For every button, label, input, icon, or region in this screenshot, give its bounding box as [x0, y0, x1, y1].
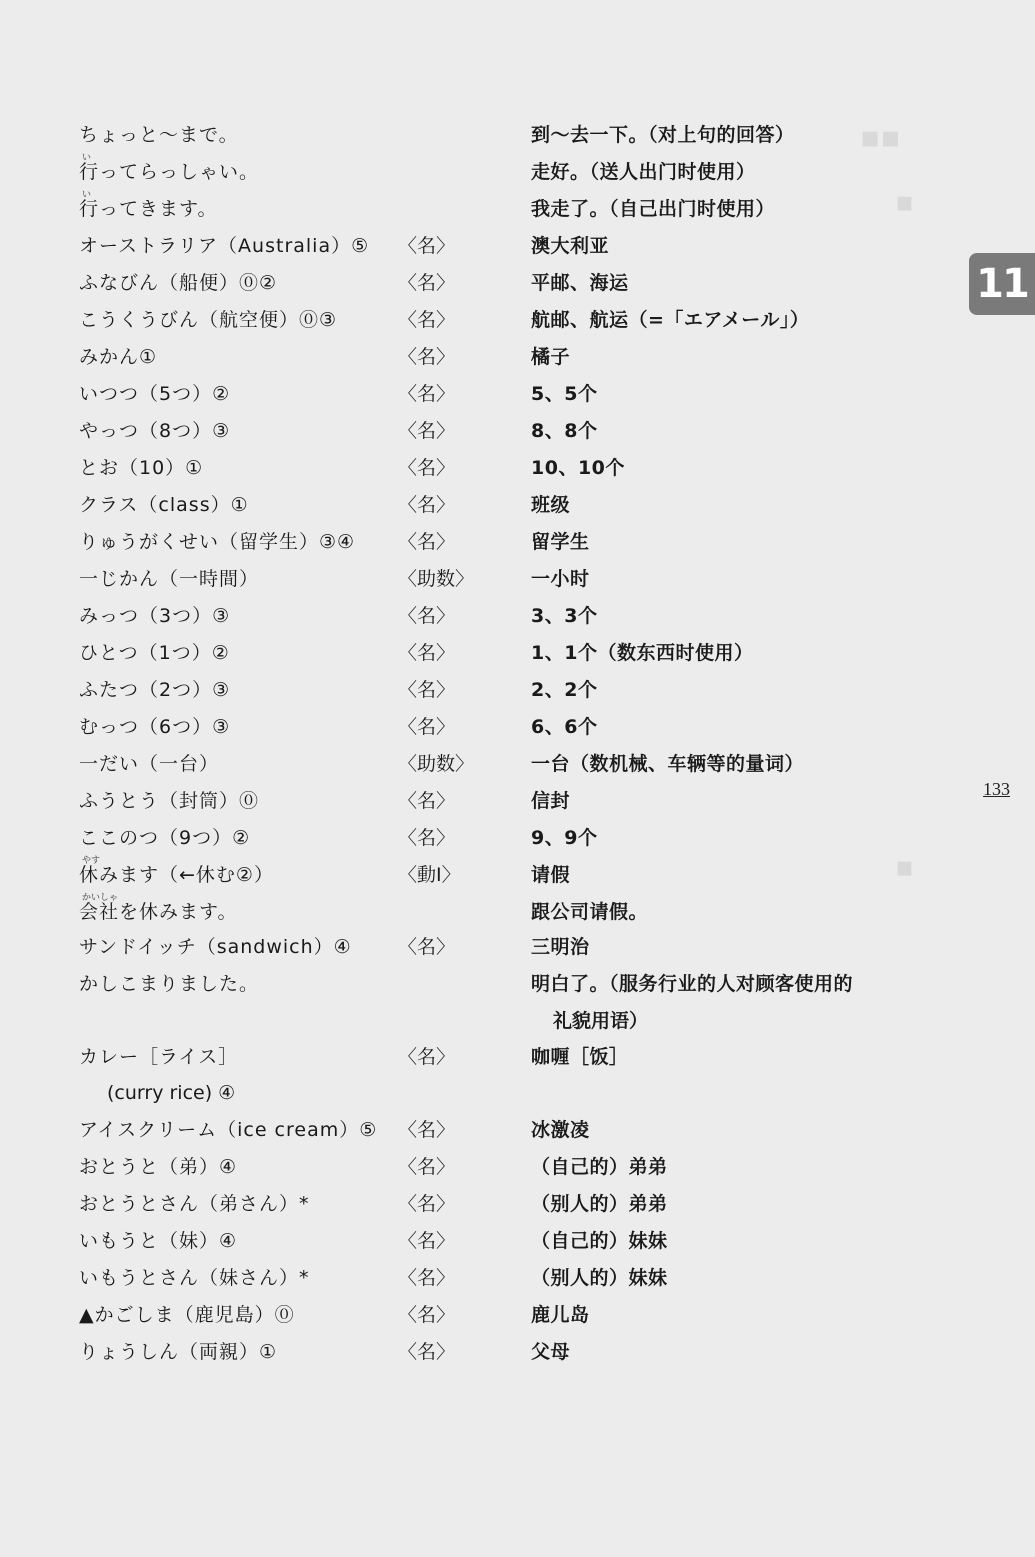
vocab-entry: [0, 1154, 1035, 1190]
part-of-speech: 〈名〉: [398, 1193, 456, 1215]
vocab-entry: [0, 1339, 1035, 1375]
vocab-meaning: 3、3个: [531, 605, 598, 627]
vocab-entry: [0, 714, 1035, 750]
vocab-entry: [0, 1228, 1035, 1264]
vocab-word: 一だい（一台）: [79, 753, 220, 775]
vocab-word: ▲かごしま（鹿児島）⓪: [79, 1304, 295, 1326]
vocab-meaning: 6、6个: [531, 716, 598, 738]
vocab-entry: [0, 1117, 1035, 1153]
vocab-word: カレー［ライス］: [79, 1046, 239, 1068]
vocab-word: 行ってきます。: [79, 198, 218, 220]
vocab-meaning: 10、10个: [531, 457, 625, 479]
vocab-word: おとうとさん（弟さん）*: [79, 1193, 310, 1215]
vocab-entry: [0, 455, 1035, 491]
part-of-speech: 〈名〉: [398, 790, 456, 812]
vocab-entry: [0, 640, 1035, 676]
vocab-entry: [0, 971, 1035, 1032]
part-of-speech: 〈名〉: [398, 642, 456, 664]
part-of-speech: 〈名〉: [398, 679, 456, 701]
furigana: い: [82, 190, 92, 200]
vocab-entry: [0, 603, 1035, 639]
part-of-speech: 〈名〉: [398, 1046, 456, 1068]
part-of-speech: 〈名〉: [398, 383, 456, 405]
vocab-meaning: 我走了。（自己出门时使用）: [531, 198, 776, 220]
vocab-word: みかん①: [79, 346, 158, 368]
vocab-meaning: 留学生: [531, 531, 590, 553]
vocab-word: ちょっと〜まで。: [79, 124, 239, 146]
vocab-word: いもうと（妹）④: [79, 1230, 238, 1252]
vocab-entry: [0, 344, 1035, 380]
vocab-meaning: 航邮、航运（=「エアメール」）: [531, 309, 810, 331]
vocab-meaning: 父母: [531, 1341, 571, 1363]
part-of-speech: 〈動Ⅰ〉: [398, 864, 461, 886]
vocab-word: 行ってらっしゃい。: [79, 161, 260, 183]
furigana: い: [82, 153, 92, 163]
vocab-meaning: 一台（数机械、车辆等的量词）: [531, 753, 805, 775]
vocab-word: ふうとう（封筒）⓪: [79, 790, 260, 812]
vocab-meaning: 8、8个: [531, 420, 598, 442]
vocab-meaning: 咖喱［饭］: [531, 1046, 629, 1068]
page-number: 133: [983, 779, 1010, 799]
vocab-word: おとうと（弟）④: [79, 1156, 238, 1178]
part-of-speech: 〈名〉: [398, 235, 456, 257]
vocab-entry: [0, 529, 1035, 565]
vocab-entry: [0, 751, 1035, 787]
vocab-word: アイスクリーム（ice cream）⑤: [79, 1119, 378, 1141]
vocab-word: 休みます（←休む②）: [79, 864, 274, 886]
vocab-word: サンドイッチ（sandwich）④: [79, 936, 352, 958]
vocab-meaning: 走好。（送人出门时使用）: [531, 161, 756, 183]
vocab-meaning: 三明治: [531, 936, 590, 958]
vocab-meaning: 橘子: [531, 346, 571, 368]
part-of-speech: 〈名〉: [398, 936, 456, 958]
vocab-meaning: 鹿儿岛: [531, 1304, 590, 1326]
vocab-entry: [0, 233, 1035, 269]
vocab-entry: [0, 856, 1035, 898]
vocab-word: ふなびん（船便）⓪②: [79, 272, 278, 294]
vocab-meaning: 平邮、海运: [531, 272, 629, 294]
vocab-meaning: 5、5个: [531, 383, 598, 405]
vocab-meaning: 9、9个: [531, 827, 598, 849]
vocab-entry: [0, 1191, 1035, 1227]
vocab-entry: [0, 153, 1035, 195]
show-through-decoration: ▪▪: [860, 120, 901, 155]
vocab-word: ひとつ（1つ）②: [79, 642, 230, 664]
vocab-word: みっつ（3つ）③: [79, 605, 231, 627]
vocab-meaning: 到〜去一下。（对上句的回答）: [531, 124, 795, 146]
vocab-word: かしこまりました。: [79, 973, 260, 995]
vocab-word: クラス（class）①: [79, 494, 249, 516]
vocab-word: やっつ（8つ）③: [79, 420, 231, 442]
chapter-tab[interactable]: 11: [969, 253, 1035, 315]
part-of-speech: 〈名〉: [398, 1267, 456, 1289]
vocab-word-continuation: (curry rice) ④: [107, 1082, 236, 1104]
vocab-meaning: 澳大利亚: [531, 235, 610, 257]
vocab-entry: [0, 1265, 1035, 1301]
part-of-speech: 〈名〉: [398, 420, 456, 442]
vocab-entry: [0, 270, 1035, 306]
furigana: かいしゃ: [82, 893, 119, 903]
vocab-word: むっつ（6つ）③: [79, 716, 231, 738]
vocab-meaning: 班级: [531, 494, 571, 516]
part-of-speech: 〈助数〉: [398, 568, 475, 590]
vocab-entry: [0, 492, 1035, 528]
vocab-word: いもうとさん（妹さん）*: [79, 1267, 310, 1289]
vocab-meaning-continuation: 礼貌用语）: [553, 1010, 649, 1032]
vocab-meaning: （别人的）弟弟: [531, 1193, 668, 1215]
show-through-decoration: ▪: [895, 185, 914, 218]
part-of-speech: 〈名〉: [398, 494, 456, 516]
vocab-entry: [0, 934, 1035, 970]
vocab-meaning: 2、2个: [531, 679, 598, 701]
vocab-word: 一じかん（一時間）: [79, 568, 260, 590]
vocab-word: 会社を休みます。: [79, 901, 238, 923]
part-of-speech: 〈名〉: [398, 605, 456, 627]
vocab-entry: [0, 788, 1035, 824]
vocab-entry: [0, 381, 1035, 417]
vocab-meaning: 信封: [531, 790, 571, 812]
part-of-speech: 〈名〉: [398, 1119, 456, 1141]
part-of-speech: 〈名〉: [398, 716, 456, 738]
vocab-word: こうくうびん（航空便）⓪③: [79, 309, 338, 331]
vocab-word: ふたつ（2つ）③: [79, 679, 231, 701]
part-of-speech: 〈名〉: [398, 1304, 456, 1326]
vocab-entry: [0, 307, 1035, 343]
vocab-word: とお（10）①: [79, 457, 204, 479]
vocab-entry: [0, 893, 1035, 935]
vocab-meaning: 一小时: [531, 568, 590, 590]
vocab-word: ここのつ（9つ）②: [79, 827, 251, 849]
show-through-decoration: ▪: [895, 850, 914, 883]
vocab-entry: [0, 122, 1035, 158]
vocab-word: いつつ（5つ）②: [79, 383, 231, 405]
part-of-speech: 〈名〉: [398, 346, 456, 368]
vocab-entry: [0, 677, 1035, 713]
part-of-speech: 〈名〉: [398, 272, 456, 294]
part-of-speech: 〈名〉: [398, 827, 456, 849]
vocab-meaning: 1、1个（数东西时使用）: [531, 642, 754, 664]
vocab-entry: [0, 566, 1035, 602]
vocab-meaning: （自己的）弟弟: [531, 1156, 668, 1178]
part-of-speech: 〈名〉: [398, 1156, 456, 1178]
part-of-speech: 〈名〉: [398, 1230, 456, 1252]
part-of-speech: 〈名〉: [398, 531, 456, 553]
vocab-entry: [0, 190, 1035, 232]
vocab-word: りょうしん（両親）①: [79, 1341, 278, 1363]
vocab-meaning: （别人的）妹妹: [531, 1267, 668, 1289]
vocab-entry: [0, 418, 1035, 454]
vocab-meaning: 冰激凌: [531, 1119, 590, 1141]
vocab-entry: [0, 1302, 1035, 1338]
part-of-speech: 〈助数〉: [398, 753, 475, 775]
vocab-word: オーストラリア（Australia）⑤: [79, 235, 370, 257]
vocab-word: りゅうがくせい（留学生）③④: [79, 531, 356, 553]
vocab-entry: [0, 1044, 1035, 1104]
part-of-speech: 〈名〉: [398, 309, 456, 331]
furigana: やす: [82, 856, 101, 866]
vocab-meaning: 明白了。（服务行业的人对顾客使用的: [531, 973, 854, 995]
part-of-speech: 〈名〉: [398, 1341, 456, 1363]
vocab-meaning: （自己的）妹妹: [531, 1230, 668, 1252]
vocab-meaning: 跟公司请假。: [531, 901, 649, 923]
vocab-entry: [0, 825, 1035, 861]
part-of-speech: 〈名〉: [398, 457, 456, 479]
vocab-meaning: 请假: [531, 864, 571, 886]
